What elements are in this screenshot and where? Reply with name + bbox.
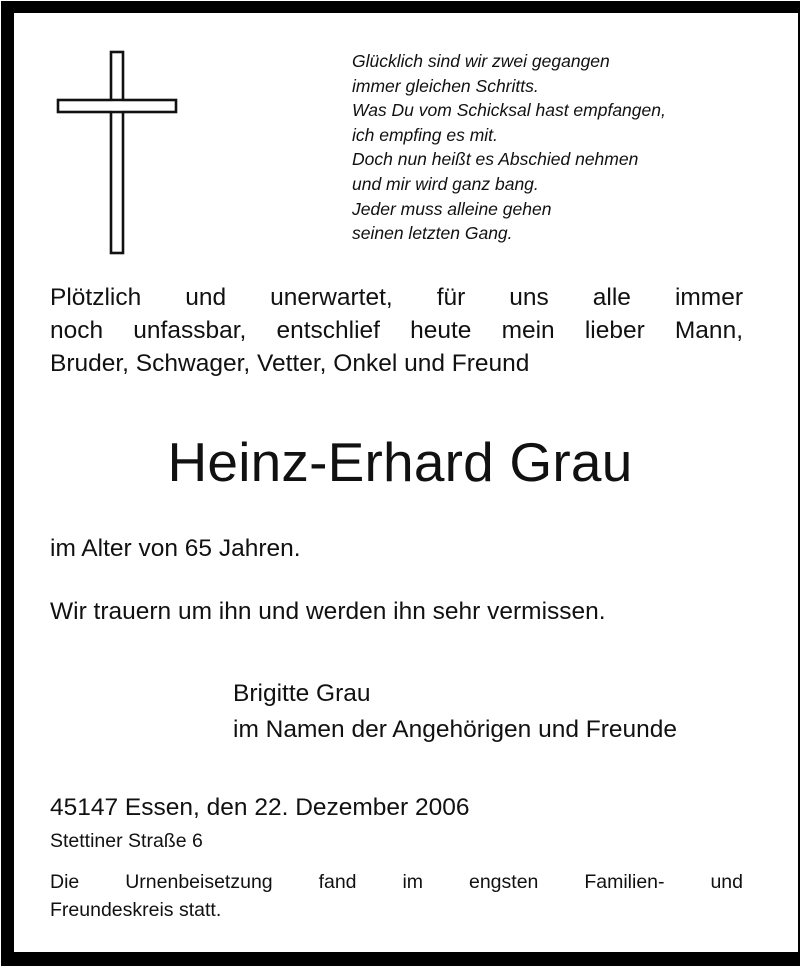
street-address: Stettiner Straße 6: [50, 830, 203, 852]
poem-line: ich empfing es mit.: [352, 124, 498, 145]
signature-block: [233, 676, 677, 748]
burial-note: [50, 868, 743, 924]
intro-line: noch unfassbar, entschlief heute mein lieber Mann,: [50, 317, 743, 344]
poem-line: seinen letzten Gang.: [352, 223, 513, 244]
intro-paragraph: [50, 281, 743, 380]
cross-icon: [56, 50, 178, 255]
intro-line: Bruder, Schwager, Vetter, Onkel und Freund: [50, 350, 530, 377]
poem-line: Glücklich sind wir zwei gegangen: [352, 51, 610, 71]
age-text: im Alter von 65 Jahren.: [50, 535, 301, 562]
burial-line: Freundeskreis statt.: [50, 899, 222, 921]
mourning-text: Wir trauern um ihn und werden ihn sehr vermissen.: [50, 598, 606, 625]
deceased-name: Heinz-Erhard Grau: [167, 431, 633, 493]
poem-line: Jeder muss alleine gehen: [352, 198, 552, 219]
poem-line: Doch nun heißt es Abschied nehmen: [352, 149, 639, 170]
poem-line: und mir wird ganz bang.: [352, 173, 539, 194]
poem-line: Was Du vom Schicksal hast empfangen,: [352, 100, 666, 121]
place-date: 45147 Essen, den 22. Dezember 2006: [50, 794, 470, 821]
signature-name: Brigitte Grau: [233, 680, 371, 707]
signature-on-behalf: im Namen der Angehörigen und Freunde: [233, 716, 678, 743]
poem: [352, 49, 772, 246]
intro-line: Plötzlich und unerwartet, für uns alle immer: [50, 284, 743, 311]
burial-line: Die Urnenbeisetzung fand im engsten Familien- und: [50, 871, 743, 893]
poem-line: immer gleichen Schritts.: [352, 75, 539, 96]
